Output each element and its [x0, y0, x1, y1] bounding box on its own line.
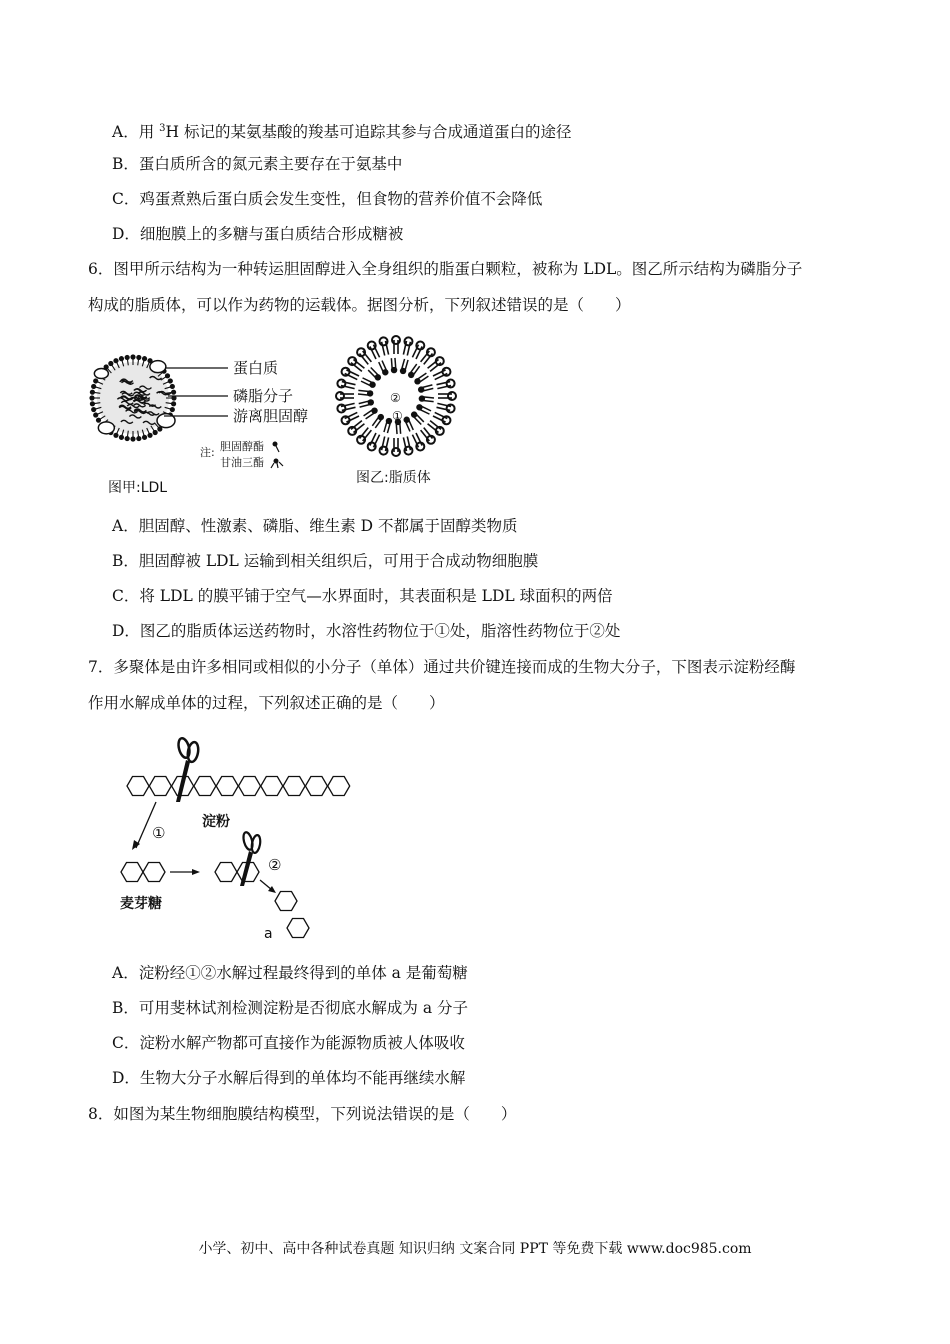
q6-option-c: C．将 LDL 的膜平铺于空气—水界面时，其表面积是 LDL 球面积的两倍: [112, 587, 613, 605]
label-free-cholesterol: 游离胆固醇: [233, 407, 309, 425]
q6-option-b: B．胆固醇被 LDL 运输到相关组织后，可用于合成动物细胞膜: [112, 552, 539, 570]
q8-stem: 8．如图为某生物细胞膜结构模型，下列说法错误的是（ ）: [88, 1105, 517, 1123]
step-1: ①: [152, 824, 166, 842]
starch-chain: [127, 777, 350, 796]
cholesteryl-ester-icon: [273, 442, 280, 453]
q7-stem-line2: 作用水解成单体的过程，下列叙述正确的是（ ）: [88, 694, 445, 712]
q7-option-b: B．可用斐林试剂检测淀粉是否彻底水解成为 a 分子: [112, 999, 468, 1017]
q7-option-d: D．生物大分子水解后得到的单体均不能再继续水解: [112, 1069, 466, 1087]
label-maltose: 麦芽糖: [120, 896, 162, 912]
q6-stem-line1: 6．图甲所示结构为一种转运胆固醇进入全身组织的脂蛋白颗粒，被称为 LDL。图乙所示结构为磷脂分子: [88, 260, 803, 278]
marker-2: ②: [390, 391, 401, 405]
q7-figure: [120, 730, 370, 945]
step-2: ②: [268, 856, 282, 874]
note-triglyceride: 甘油三酯: [220, 456, 264, 469]
q6-option-d: D．图乙的脂质体运送药物时，水溶性药物位于①处，脂溶性药物位于②处: [112, 622, 621, 640]
page-footer: 小学、初中、高中各种试卷真题 知识归纳 文案合同 PPT 等免费下载 www.doc985.com: [198, 1241, 752, 1257]
maltose-being-cut: [215, 863, 259, 882]
label-phospholipid: 磷脂分子: [233, 387, 294, 405]
q5-option-b: B．蛋白质所含的氮元素主要存在于氨基中: [112, 155, 403, 173]
ldl-particle: [89, 354, 176, 441]
caption-liposome: 图乙:脂质体: [356, 470, 431, 486]
label-protein: 蛋白质: [233, 359, 279, 377]
q5-option-a: A．用 $^3$H 标记的某氨基酸的羧基可追踪其参与合成通道蛋白的途径: [112, 123, 572, 142]
q6-stem-line2: 构成的脂质体，可以作为药物的运载体。据图分析，下列叙述错误的是（ ）: [88, 296, 631, 314]
q7-option-c: C．淀粉水解产物都可直接作为能源物质被人体吸收: [112, 1034, 465, 1052]
glucose-monomers: [275, 892, 309, 938]
q5-option-d: D．细胞膜上的多糖与蛋白质结合形成糖被: [112, 225, 404, 243]
caption-ldl: 图甲:LDL: [108, 480, 168, 496]
q6-figure: [88, 330, 488, 505]
note-prefix: 注:: [200, 446, 215, 459]
marker-1: ①: [392, 409, 403, 423]
q5-option-c: C．鸡蛋煮熟后蛋白质会发生变性，但食物的营养价值不会降低: [112, 190, 543, 208]
note-cholesteryl-ester: 胆固醇酯: [220, 440, 264, 453]
label-monomer-a: a: [264, 926, 273, 942]
maltose-molecule: [121, 863, 165, 882]
triglyceride-icon: [271, 459, 283, 469]
q7-option-a: A．淀粉经①②水解过程最终得到的单体 a 是葡萄糖: [112, 964, 468, 982]
label-starch: 淀粉: [202, 814, 230, 830]
q6-option-a: A．胆固醇、性激素、磷脂、维生素 D 不都属于固醇类物质: [112, 517, 518, 535]
q7-stem-line1: 7．多聚体是由许多相同或相似的小分子（单体）通过共价键连接而成的生物大分子，下图表示淀粉经酶: [88, 658, 796, 676]
